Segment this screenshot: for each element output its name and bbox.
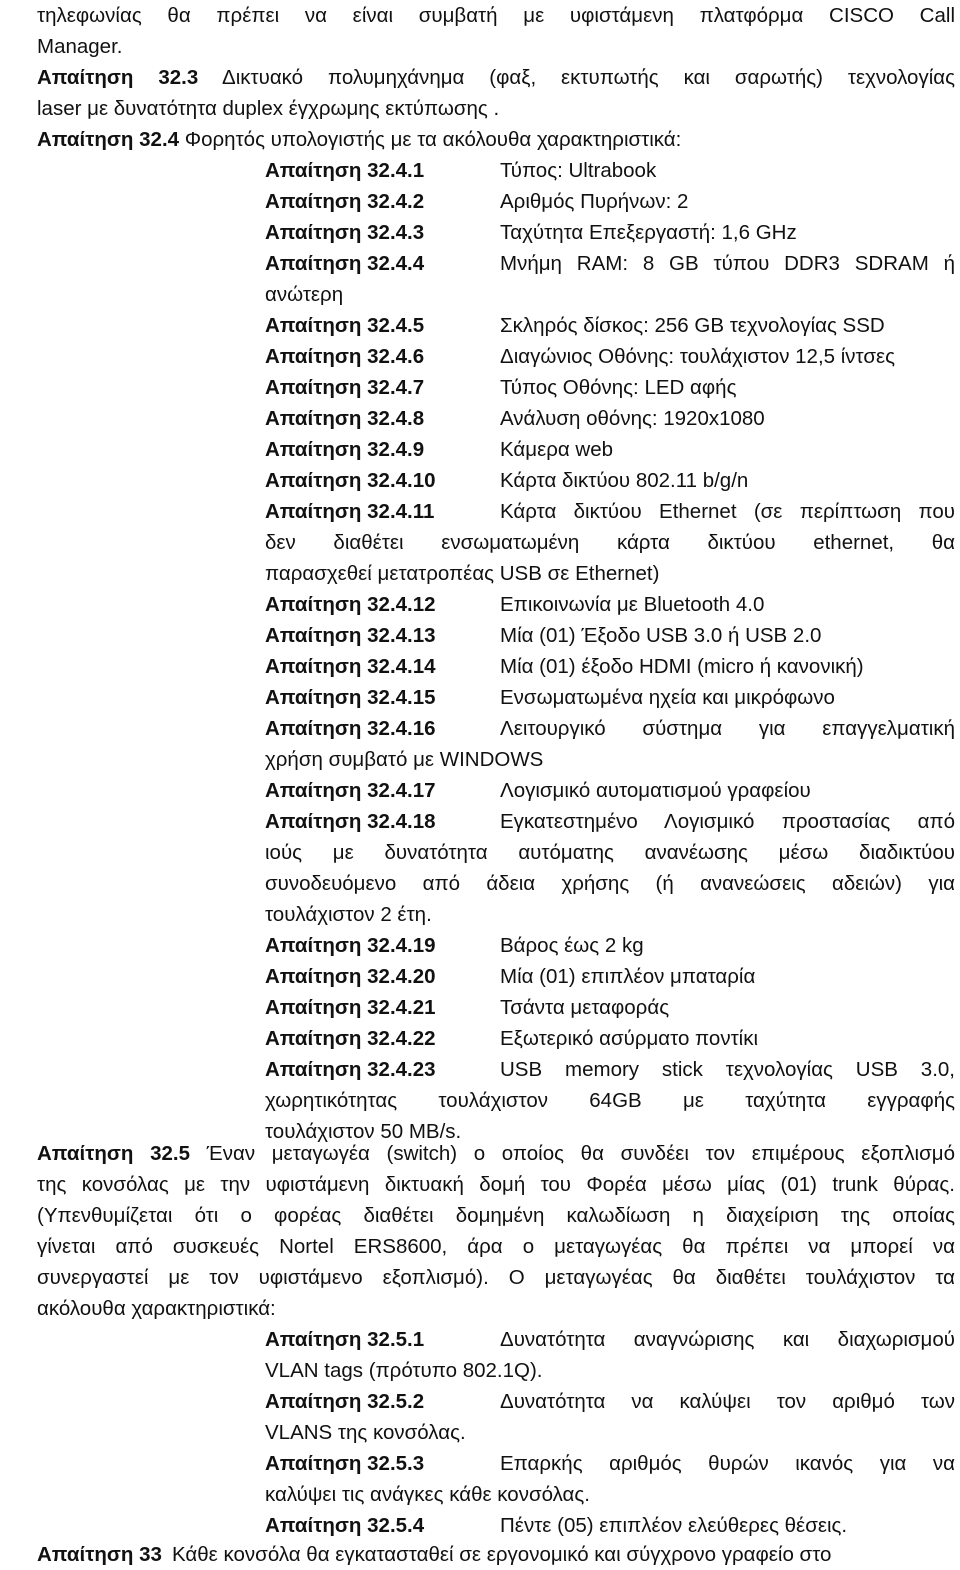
intro-line-1: τηλεφωνίας θα πρέπει να είναι συμβατή με υφιστάμενη πλατφόρμα CISCO Call (37, 4, 955, 27)
req-32-4-item (265, 248, 955, 279)
req-32-4-item (265, 651, 864, 682)
req-32-4-item-continuation: τουλάχιστον 2 έτη. (265, 903, 432, 926)
req-32-5-text: Έναν μεταγωγέα (switch) ο οποίος θα συνδέει τον επιμέρους εξοπλισμό (206, 1142, 955, 1165)
req-32-4-item-text: Ενσωματωμένα ηχεία και μικρόφωνο (500, 686, 835, 709)
req-32-5-item-continuation: VLANS της κονσόλας. (265, 1421, 466, 1444)
req-32-4-item (265, 434, 613, 465)
req-32-4-item-label: Απαίτηση 32.4.16 (265, 717, 436, 740)
req-32-4-item-label: Απαίτηση 32.4.12 (265, 593, 436, 616)
req-32-4-item-text: Τύπος: Ultrabook (500, 159, 657, 182)
req-32-5-item-label: Απαίτηση 32.5.4 (265, 1514, 425, 1537)
req-32-4-item (265, 992, 669, 1023)
req-32-5-item-text: Επαρκής αριθμός θυρών ικανός για να (500, 1452, 955, 1475)
req-32-4-item-text: Μία (01) Έξοδο USB 3.0 ή USB 2.0 (500, 624, 822, 647)
req-32-4-label: Απαίτηση 32.4 (37, 128, 180, 151)
req-32-4-item-label: Απαίτηση 32.4.20 (265, 965, 436, 988)
req-32-4-item (265, 1054, 955, 1085)
req-32-4-item-text: Μία (01) έξοδο HDMI (micro ή κανονική) (500, 655, 864, 678)
req-32-4-item-text: Μία (01) επιπλέον μπαταρία (500, 965, 756, 988)
req-32-4-item-label: Απαίτηση 32.4.8 (265, 407, 425, 430)
req-32-4-item-label: Απαίτηση 32.4.3 (265, 221, 425, 244)
req-32-4-item-text: Ταχύτητα Επεξεργαστή: 1,6 GHz (500, 221, 797, 244)
req-32-5-line-3: (Υπενθυμίζεται ότι ο φορέας διαθέτει δομημένη καλωδίωση η διαχείριση της οποίας (37, 1204, 955, 1227)
req-32-4-item-continuation: ιούς με δυνατότητα αυτόματης ανανέωσης μέσω διαδικτύου (265, 841, 955, 864)
req-32-4-item-text: Αριθμός Πυρήνων: 2 (500, 190, 689, 213)
req-32-4-item-label: Απαίτηση 32.4.11 (265, 500, 435, 523)
req-32-5-item (265, 1324, 955, 1355)
req-32-4-item-continuation: τουλάχιστον 50 MB/s. (265, 1120, 462, 1143)
req-32-4-item (265, 1023, 758, 1054)
req-33-text: Κάθε κονσόλα θα εγκατασταθεί σε εργονομικό και σύγχρονο γραφείο στο (172, 1543, 832, 1566)
req-32-4-item-label: Απαίτηση 32.4.5 (265, 314, 425, 337)
req-32-4-item-text: Διαγώνιος Οθόνης: τουλάχιστον 12,5 ίντσες (500, 345, 896, 368)
req-32-5-line-1 (37, 1138, 955, 1169)
req-32-4-item-label: Απαίτηση 32.4.9 (265, 438, 425, 461)
req-32-4-item-continuation: ανώτερη (265, 283, 344, 306)
req-33-line (37, 1539, 955, 1570)
req-32-4-item-text: Κάμερα web (500, 438, 614, 461)
req-32-4-item (265, 465, 748, 496)
req-32-4-item-continuation: χρήση συμβατό με WINDOWS (265, 748, 544, 771)
req-32-4-item-label: Απαίτηση 32.4.19 (265, 934, 436, 957)
req-32-5-line-6: ακόλουθα χαρακτηριστικά: (37, 1297, 276, 1320)
req-32-4-item (265, 930, 644, 961)
req-32-5-item-continuation: VLAN tags (πρότυπο 802.1Q). (265, 1359, 543, 1382)
req-33-label: Απαίτηση 33 (37, 1543, 162, 1566)
req-32-5-line-2: της κονσόλας με την υφιστάμενη δικτυακή δομή του Φορέα μέσω μίας (01) trunk θύρας. (37, 1173, 955, 1196)
req-32-4-item (265, 403, 765, 434)
req-32-4-item-continuation: χωρητικότητας τουλάχιστον 64GB με ταχύτητα εγγραφής (265, 1089, 955, 1112)
req-32-4-item-label: Απαίτηση 32.4.18 (265, 810, 436, 833)
req-32-4-item (265, 372, 736, 403)
req-32-4-item (265, 496, 955, 527)
req-32-4-item-continuation: συνοδευόμενο από άδεια χρήσης (ή ανανεώσεις αδειών) για (265, 872, 955, 895)
req-32-5-line-5: συνεργαστεί με τον υφιστάμενο εξοπλισμό). Ο μεταγωγέας θα διαθέτει τουλάχιστον τα (37, 1266, 955, 1289)
req-32-5-label: Απαίτηση 32.5 (37, 1142, 190, 1165)
req-32-4-item-label: Απαίτηση 32.4.22 (265, 1027, 436, 1050)
req-32-5-item (265, 1510, 847, 1541)
req-32-4-item-text: Λειτουργικό σύστημα για επαγγελματική (500, 717, 955, 740)
req-32-4-item-label: Απαίτηση 32.4.15 (265, 686, 436, 709)
req-32-4-item (265, 217, 797, 248)
req-32-4-item-text: Βάρος έως 2 kg (500, 934, 644, 957)
req-32-5-item-text: Δυνατότητα αναγνώρισης και διαχωρισμού (500, 1328, 955, 1351)
req-32-4-item-text: Τσάντα μεταφοράς (500, 996, 670, 1019)
req-32-4-item (265, 682, 835, 713)
req-32-5-item-text: Δυνατότητα να καλύψει τον αριθμό των (500, 1390, 955, 1413)
req-32-4-item-text: USB memory stick τεχνολογίας USB 3.0, (500, 1058, 955, 1081)
req-32-4-item-label: Απαίτηση 32.4.7 (265, 376, 425, 399)
req-32-4-item-label: Απαίτηση 32.4.17 (265, 779, 436, 802)
req-32-4-item-text: Κάρτα δικτύου Ethernet (σε περίπτωση που (500, 500, 955, 523)
req-32-4-item-text: Εγκατεστημένο Λογισμικό προστασίας από (500, 810, 955, 833)
req-32-4-item (265, 775, 811, 806)
req-32-4-item-text: Σκληρός δίσκος: 256 GB τεχνολογίας SSD (500, 314, 885, 337)
req-32-4-item-label: Απαίτηση 32.4.1 (265, 159, 425, 182)
req-32-4-item-label: Απαίτηση 32.4.13 (265, 624, 436, 647)
req-32-5-item-text: Πέντε (05) επιπλέον ελεύθερες θέσεις. (500, 1514, 848, 1537)
req-32-5-item-label: Απαίτηση 32.5.2 (265, 1390, 425, 1413)
req-32-4-item-label: Απαίτηση 32.4.2 (265, 190, 425, 213)
req-32-5-item-label: Απαίτηση 32.5.1 (265, 1328, 425, 1351)
req-32-5-item-label: Απαίτηση 32.5.3 (265, 1452, 425, 1475)
req-32-4-item-label: Απαίτηση 32.4.21 (265, 996, 436, 1019)
req-32-4-item-text: Ανάλυση οθόνης: 1920x1080 (500, 407, 765, 430)
req-32-4-item-text: Κάρτα δικτύου 802.11 b/g/n (500, 469, 749, 492)
req-32-4-item-label: Απαίτηση 32.4.14 (265, 655, 436, 678)
req-32-3-label: Απαίτηση 32.3 (37, 66, 199, 89)
req-32-4-item-continuation: δεν διαθέτει ενσωματωμένη κάρτα δικτύου ethernet, θα (265, 531, 955, 554)
req-32-4-item (265, 155, 656, 186)
req-32-4-item (265, 620, 821, 651)
req-32-5-item-continuation: καλύψει τις ανάγκες κάθε κονσόλας. (265, 1483, 590, 1506)
req-32-4-line (37, 124, 955, 155)
req-32-4-item-continuation: παρασχεθεί μετατροπέας USB σε Ethernet) (265, 562, 660, 585)
req-32-4-item (265, 341, 895, 372)
intro-line-2: Manager. (37, 35, 123, 58)
req-32-3-text: Δικτυακό πολυμηχάνημα (φαξ, εκτυπωτής και σαρωτής) τεχνολογίας (222, 66, 955, 89)
req-32-3-line-2: laser με δυνατότητα duplex έγχρωμης εκτύπωσης . (37, 97, 500, 120)
req-32-4-item-text: Εξωτερικό ασύρματο ποντίκι (500, 1027, 759, 1050)
req-32-5-line-4: γίνεται από συσκευές Nortel ERS8600, άρα ο μεταγωγέας θα πρέπει να μπορεί να (37, 1235, 955, 1258)
req-32-4-item-label: Απαίτηση 32.4.10 (265, 469, 436, 492)
req-32-4-text: Φορητός υπολογιστής με τα ακόλουθα χαρακτηριστικά: (184, 128, 682, 151)
req-32-4-item-text: Μνήμη RAM: 8 GB τύπου DDR3 SDRAM ή (500, 252, 955, 275)
req-32-4-item (265, 713, 955, 744)
req-32-4-item-text: Τύπος Οθόνης: LED αφής (500, 376, 737, 399)
req-32-4-item-label: Απαίτηση 32.4.4 (265, 252, 425, 275)
req-32-4-item-label: Απαίτηση 32.4.23 (265, 1058, 436, 1081)
req-32-4-item-text: Επικοινωνία με Bluetooth 4.0 (500, 593, 765, 616)
req-32-4-item (265, 806, 955, 837)
req-32-4-item (265, 961, 755, 992)
req-32-4-item-text: Λογισμικό αυτοματισμού γραφείου (500, 779, 811, 802)
req-32-4-item (265, 186, 688, 217)
req-32-4-item-label: Απαίτηση 32.4.6 (265, 345, 425, 368)
req-32-4-item (265, 589, 764, 620)
req-32-3-line-1 (37, 62, 955, 93)
req-32-4-item (265, 310, 885, 341)
req-32-5-item (265, 1386, 955, 1417)
req-32-5-item (265, 1448, 955, 1479)
